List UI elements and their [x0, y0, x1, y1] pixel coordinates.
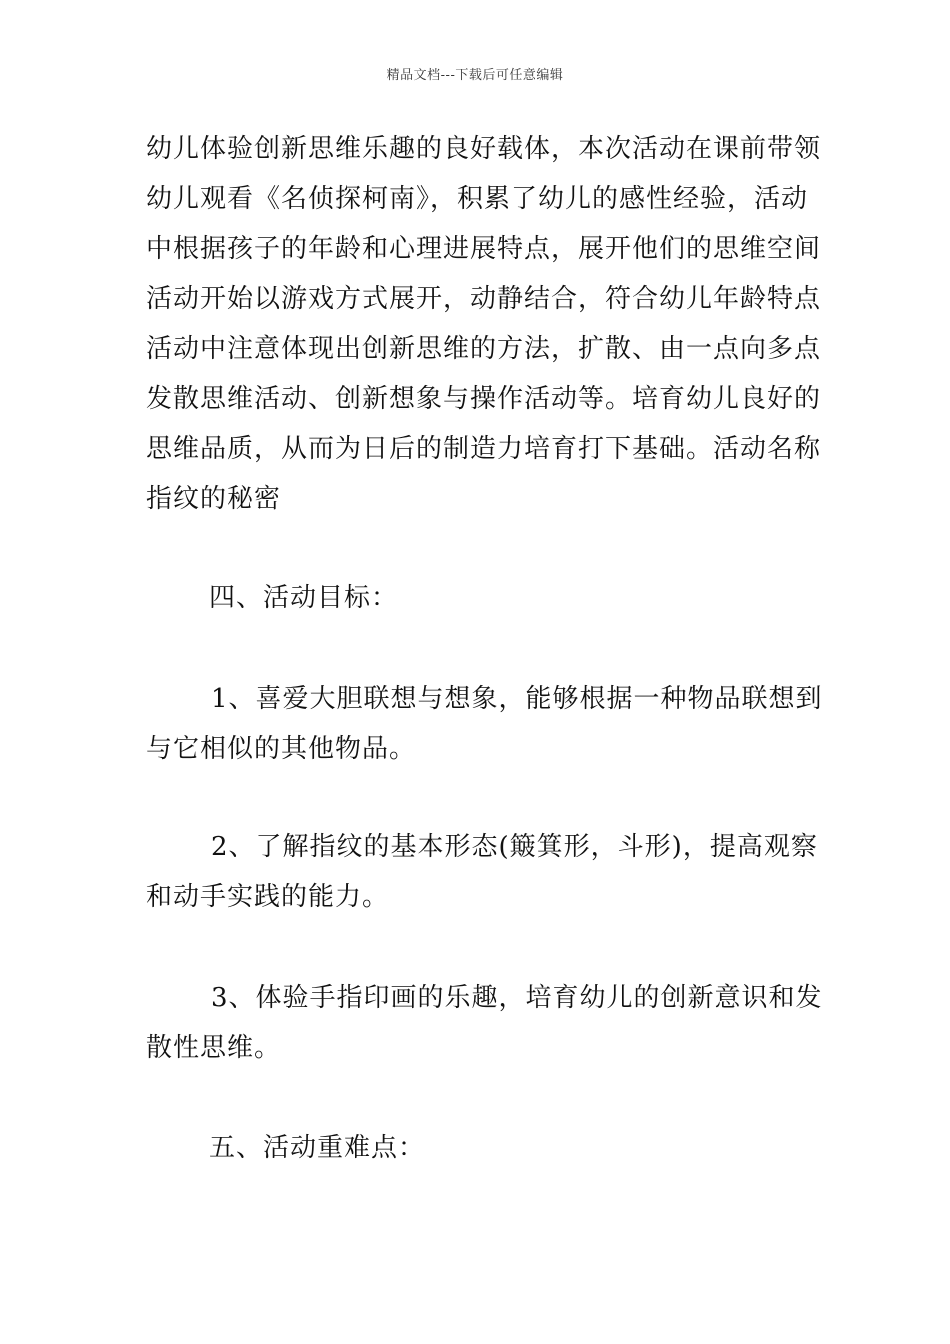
- text-line: 发散思维活动、创新想象与操作活动等。培育幼儿良好的: [146, 384, 822, 414]
- text-line: 幼儿观看《名侦探柯南》，积累了幼儿的感性经验，活动: [146, 184, 809, 214]
- goal-text-line: 散性思维。: [146, 1033, 282, 1063]
- goal-text-line: 1、喜爱大胆联想与想象，能够根据一种物品联想到: [211, 684, 823, 714]
- page-header: 精品文档---下载后可任意编辑: [386, 68, 564, 83]
- text-line: 幼儿体验创新思维乐趣的良好载体，本次活动在课前带领: [146, 134, 822, 164]
- text-line: 指纹的秘密: [146, 484, 282, 514]
- goal-text-line: 3、体验手指印画的乐趣，培育幼儿的创新意识和发: [211, 983, 823, 1013]
- goal-text-line: 与它相似的其他物品。: [146, 734, 417, 764]
- text-line: 活动开始以游戏方式展开，动静结合，符合幼儿年龄特点: [146, 284, 822, 314]
- section-heading-key-points: 五、活动重难点：: [209, 1133, 426, 1163]
- goal-text-line: 2、了解指纹的基本形态(簸箕形，斗形)，提高观察: [211, 832, 818, 862]
- goal-text-line: 和动手实践的能力。: [146, 882, 390, 912]
- section-heading-goals: 四、活动目标：: [209, 583, 399, 613]
- text-line: 活动中注意体现出创新思维的方法，扩散、由一点向多点: [146, 334, 822, 364]
- text-line: 中根据孩子的年龄和心理进展特点，展开他们的思维空间: [146, 234, 822, 264]
- text-line: 思维品质，从而为日后的制造力培育打下基础。活动名称: [146, 434, 822, 464]
